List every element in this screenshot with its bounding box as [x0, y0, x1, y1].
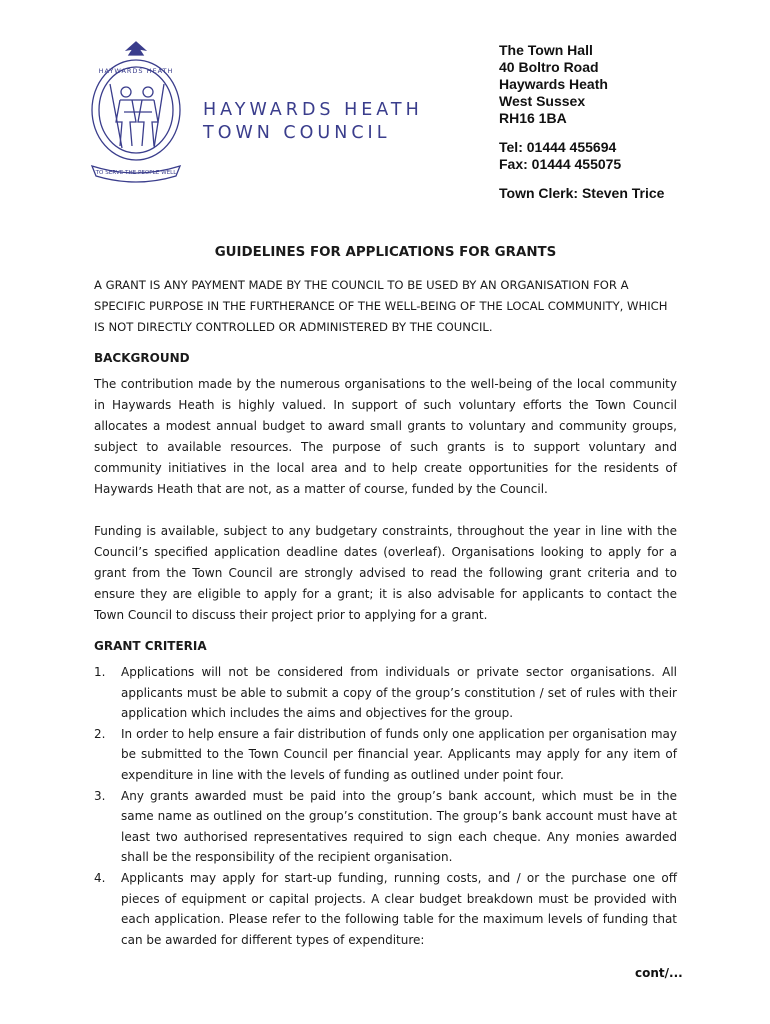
document-title: GUIDELINES FOR APPLICATIONS FOR GRANTS [214, 245, 557, 260]
council-name-line1: HAYWARDS HEATH [203, 100, 423, 120]
background-paragraph-1: The contribution made by the numerous organisations to the well-being of the local community in Haywards Heath is highly valued. In support of such voluntary efforts the Town Council allocates a modest annual budget to award small grants to voluntary and community groups, subject to available resources. The purpose of such grants is to support voluntary and community initiatives in the local area and to help create opportunities for the residents of Haywards Heath that are not, as a matter of course, funded by the Council. [94, 377, 677, 496]
document-body [94, 245, 677, 950]
address-line4: West Sussex [499, 93, 586, 109]
intro-paragraph: A GRANT IS ANY PAYMENT MADE BY THE COUNCIL TO BE USED BY AN ORGANISATION FOR A SPECIFIC PURPOSE IN THE FURTHERANCE OF THE WELL-BEING OF THE LOCAL COMMUNITY, WHICH IS NOT DIRECTLY CONTROLLED OR ADMINISTERED BY THE COUNCIL. [94, 278, 668, 334]
town-clerk: Town Clerk: Steven Trice [499, 185, 665, 201]
criteria-text: In order to help ensure a fair distribution of funds only one application per organisation may be submitted to the Town Council per financial year. Applicants may apply for any item of expenditure in line with the levels of funding as outlined under point four. [121, 726, 677, 782]
address-line3: Haywards Heath [499, 76, 608, 92]
council-crest-logo [80, 40, 192, 190]
background-paragraph-2: Funding is available, subject to any budgetary constraints, throughout the year in line with the Council’s specified application deadline dates (overleaf). Organisations looking to apply for a grant from the Town Council are strongly advised to read the following grant criteria and to ensure they are eligible to apply for a grant; it is also advisable for applicants to contact the Town Council to discuss their project prior to applying for a grant. [94, 524, 677, 622]
criteria-number: 2. [94, 726, 106, 741]
council-name-line2: TOWN COUNCIL [203, 123, 391, 143]
criteria-item [94, 662, 677, 724]
criteria-item [94, 868, 677, 950]
telephone: Tel: 01444 455694 [499, 139, 617, 155]
address-line2: 40 Boltro Road [499, 59, 599, 75]
criteria-number: 1. [94, 665, 106, 679]
criteria-number: 4. [94, 870, 106, 885]
crest-motto-bottom: TO SERVE THE PEOPLE WELL [95, 170, 177, 176]
continued-label: cont/... [635, 966, 683, 980]
council-name [203, 99, 423, 145]
address-line1: The Town Hall [499, 42, 593, 58]
criteria-item [94, 724, 677, 786]
criteria-number: 3. [94, 788, 106, 803]
address-block [499, 42, 664, 202]
criteria-heading: GRANT CRITERIA [94, 639, 207, 653]
fax: Fax: 01444 455075 [499, 156, 622, 172]
criteria-text: Any grants awarded must be paid into the group’s bank account, which must be in the same name as outlined on the group’s constitution. The group’s bank account must have at least two authorised representatives required to sign each cheque. Any monies awarded shall be the responsibility of the recipient organisation. [121, 788, 677, 865]
criteria-text: Applicants may apply for start-up funding, running costs, and / or the purchase one off pieces of equipment or capital projects. A clear budget breakdown must be provided with each application. Please refer to the following table for the maximum levels of funding that can be awarded for different types of expenditure: [121, 870, 677, 947]
criteria-text: Applications will not be considered from individuals or private sector organisations. All applicants must be able to submit a copy of the group’s constitution / set of rules with their application which includes the aims and objectives for the group. [121, 665, 677, 721]
criteria-list [94, 662, 677, 950]
address-postcode: RH16 1BA [499, 110, 567, 126]
criteria-item [94, 786, 677, 868]
background-heading: BACKGROUND [94, 351, 190, 365]
crest-motto-top: HAYWARDS HEATH [98, 67, 174, 75]
